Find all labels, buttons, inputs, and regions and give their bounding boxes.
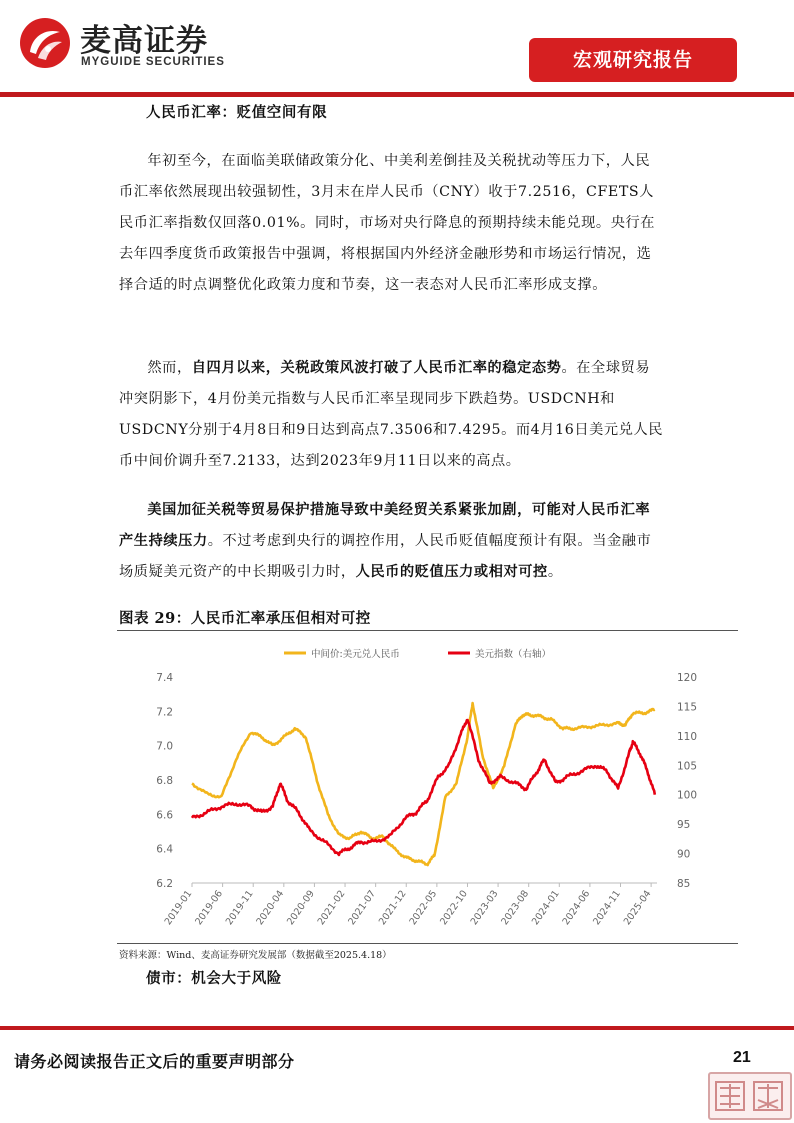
legend-label-cny: 中间价:美元兑人民币 xyxy=(311,649,400,660)
x-tick-label: 2022-10 xyxy=(438,888,470,928)
brand-name-cn: 麦高证券 xyxy=(80,23,208,59)
right-tick-label: 115 xyxy=(677,701,698,714)
x-tick-label: 2021-07 xyxy=(346,888,379,928)
header-divider xyxy=(0,92,794,97)
right-tick-label: 100 xyxy=(677,789,698,802)
figure-top-rule xyxy=(117,630,738,631)
right-tick-label: 90 xyxy=(677,848,691,861)
report-type-tag: 宏观研究报告 xyxy=(529,38,737,82)
chart-legend xyxy=(284,648,551,660)
p3-end: 。 xyxy=(547,564,563,580)
right-tick-label: 110 xyxy=(677,730,698,743)
left-tick-label: 6.6 xyxy=(156,809,173,822)
p2-rest: 。在全球贸易冲突阴影下，4月份美元指数与人民币汇率呈现同步下跌趋势。USDCNH和USDCNY分别于4月8日和9日达到高点7.3506和7.4295。而4月16日美元兑人民币中间价调升至7.2133，达到2023年9月11日以来的高点。 xyxy=(119,360,664,469)
left-tick-label: 7.4 xyxy=(156,672,173,684)
figure-bottom-rule xyxy=(117,943,738,944)
series-line-dxy xyxy=(192,720,655,855)
brand-name-en: MYGUIDE SECURITIES xyxy=(81,56,225,68)
legend-label-dxy: 美元指数（右轴） xyxy=(475,649,552,660)
x-tick-label: 2024-06 xyxy=(560,888,593,928)
x-tick-label: 2021-12 xyxy=(376,888,409,928)
p2-emphasis: 自四月以来，关税政策风波打破了人民币汇率的稳定态势 xyxy=(191,360,562,376)
section-title-rmb: 人民币汇率：贬值空间有限 xyxy=(146,104,328,121)
rmb-usd-chart xyxy=(117,633,738,943)
right-tick-label: 105 xyxy=(677,760,698,773)
x-axis xyxy=(163,883,657,927)
paragraph-1 xyxy=(119,146,664,301)
paragraph-3 xyxy=(119,495,664,588)
page-number: 21 xyxy=(733,1049,751,1066)
p3-emphasis-2: 人民币的贬值压力或相对可控 xyxy=(355,564,548,580)
x-tick-label: 2021-02 xyxy=(315,888,348,928)
left-tick-label: 6.4 xyxy=(156,843,173,856)
paragraph-2-text xyxy=(119,353,664,477)
x-tick-label: 2019-11 xyxy=(223,888,256,928)
x-tick-label: 2024-01 xyxy=(529,888,562,928)
paragraph-1-text: 年初至今，在面临美联储政策分化、中美利差倒挂及关税扰动等压力下，人民币汇率依然展现出较强韧性，3月末在岸人民币（CNY）收于7.2516，CFETS人民币汇率指数仅回落0.01%。同时，市场对央行降息的预期持续未能兑现。央行在去年四季度货币政策报告中强调，将根据国内外经济金融形势和市场运行情况，选择合适的时点调整优化政策力度和节奏，这一表态对人民币汇率形成支撑。 xyxy=(119,153,656,293)
right-tick-label: 120 xyxy=(677,672,698,684)
right-axis xyxy=(677,672,697,890)
myguide-logo-icon xyxy=(18,16,72,70)
left-tick-label: 6.8 xyxy=(156,775,173,787)
right-tick-label: 85 xyxy=(677,878,691,890)
p3-middle: 。不过考虑到央行的调控作用，人民币贬值幅度预计有限。当金融市场质疑美元资产的中长期吸引力时， xyxy=(119,533,652,580)
footer-divider xyxy=(0,1026,794,1030)
series-line-cny xyxy=(192,703,655,865)
watermark-stamp-icon xyxy=(708,1072,792,1120)
report-header xyxy=(0,0,794,100)
x-tick-label: 2019-01 xyxy=(162,888,195,928)
x-tick-label: 2020-09 xyxy=(285,888,317,928)
left-tick-label: 7.0 xyxy=(156,740,173,753)
figure-title: 图表 29：人民币汇率承压但相对可控 xyxy=(119,610,371,627)
p2-lead: 然而， xyxy=(147,360,192,376)
section-title-bond: 债市：机会大于风险 xyxy=(146,970,282,987)
x-tick-label: 2020-04 xyxy=(254,888,287,928)
chart-lines xyxy=(192,703,655,865)
x-tick-label: 2019-06 xyxy=(193,888,226,928)
x-tick-label: 2025-04 xyxy=(621,888,654,928)
x-tick-label: 2023-08 xyxy=(499,888,532,928)
x-tick-label: 2024-11 xyxy=(591,888,623,928)
right-tick-label: 95 xyxy=(677,819,691,832)
left-tick-label: 7.2 xyxy=(156,706,173,719)
figure-source: 资料来源：Wind、麦高证券研究发展部（数据截至2025.4.18） xyxy=(119,950,392,961)
left-axis xyxy=(156,672,173,890)
x-tick-label: 2023-03 xyxy=(468,888,501,928)
x-tick-label: 2022-05 xyxy=(407,888,440,928)
left-tick-label: 6.2 xyxy=(156,878,173,890)
footer-disclaimer: 请务必阅读报告正文后的重要声明部分 xyxy=(14,1052,295,1071)
p3-emphasis-1: 美国加征关税等贸易保护措施导致中美经贸关系紧张加剧，可能对人民币汇率产生持续压力 xyxy=(119,502,651,549)
paragraph-2 xyxy=(119,353,664,477)
paragraph-3-text xyxy=(119,495,664,588)
